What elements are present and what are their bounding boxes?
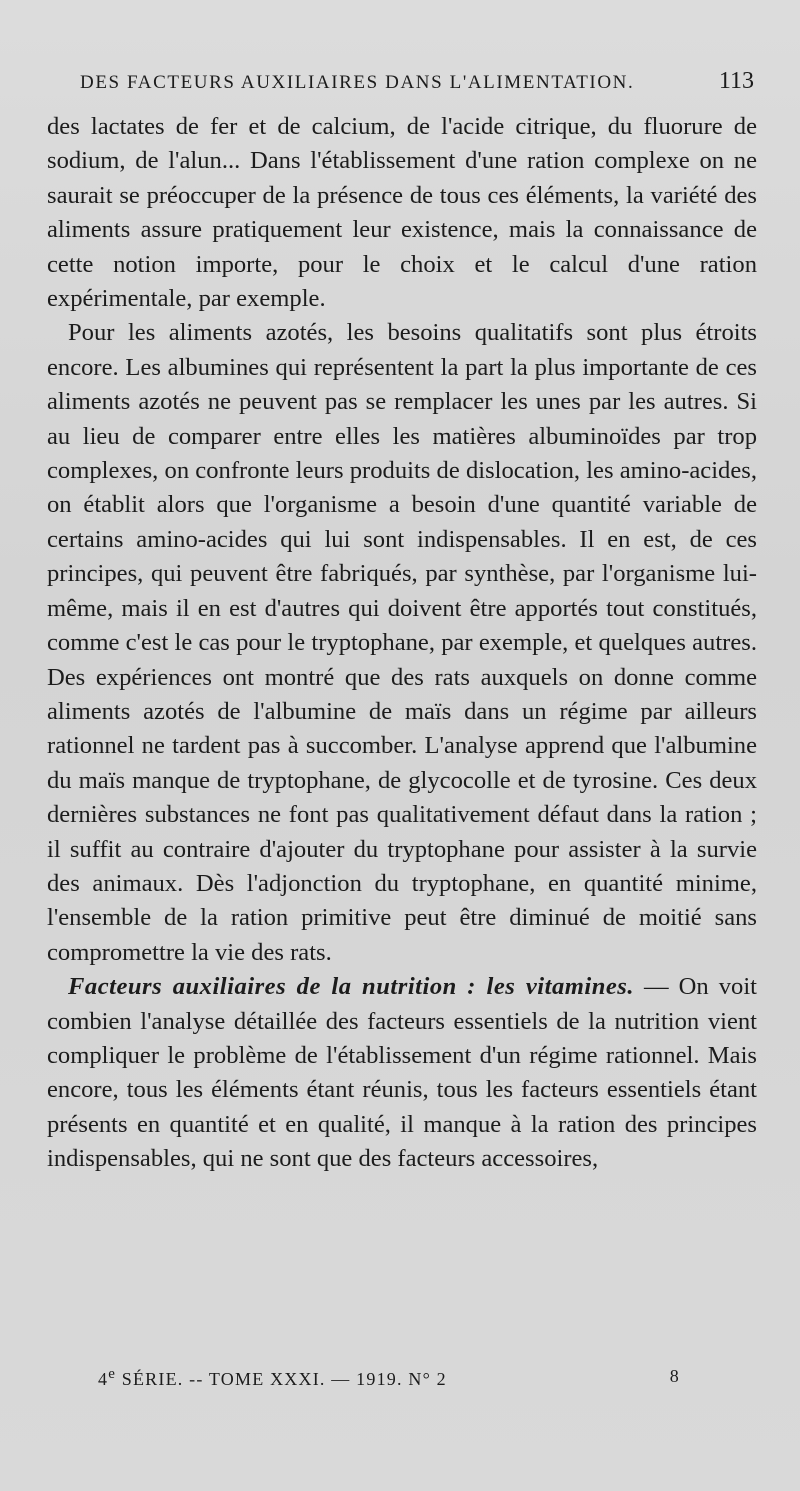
section-heading: Facteurs auxiliaires de la nutrition : les vitamines.: [68, 973, 635, 1001]
series-suffix: e: [108, 1366, 117, 1382]
body-text: [47, 110, 757, 1177]
paragraph-1: des lactates de fer et de calcium, de l'acide citrique, du fluorure de sodium, de l'alun... Dans l'établissement d'une ration complexe on ne saurait se préoccuper de la présence de tous ces éléments, la variété des aliments assure pratiquement leur existence, mais la connaissance de cette notion importe, pour le choix et le calcul d'une ration expérimentale, par exemple.: [47, 113, 757, 313]
page-footer: [98, 1366, 680, 1390]
paragraph-3: — On voit combien l'analyse détaillée des facteurs essentiels de la nutrition vient compliquer le problème de l'établissement d'un régime rationnel. Mais encore, tous les éléments étant réunis, tous les facteurs essentiels étant présents en quantité et en qualité, il manque à la ration des principes indispensables, qui ne sont que des facteurs accessoires,: [47, 973, 757, 1173]
running-head: [80, 68, 754, 104]
signature-mark: 8: [669, 1366, 680, 1386]
series-label: SÉRIE. -- TOME XXXI. — 1919. N° 2: [116, 1369, 447, 1389]
paragraph-3-container: [47, 970, 757, 1176]
page-number: 113: [718, 68, 754, 94]
series-info: [98, 1366, 447, 1390]
paragraph-2: Pour les aliments azotés, les besoins qualitatifs sont plus étroits encore. Les albumines qui représentent la part la plus importante de ces aliments azotés ne peuvent pas se remplacer les unes par les autres. Si au lieu de comparer entre elles les matières albuminoïdes par trop complexes, on confronte leurs produits de dislocation, les amino-acides, on établit alors que l'organisme a besoin d'une quantité variable de certains amino-acides qui lui sont indispensables. Il en est, de ces principes, qui peuvent être fabriqués, par synthèse, par l'organisme lui-même, mais il en est d'autres qui doivent être apportés tout constitués, comme c'est le cas pour le tryptophane, par exemple, et quelques autres. Des expériences ont montré que des rats auxquels on donne comme aliments azotés de l'albumine de maïs dans un régime par ailleurs rationnel ne tardent pas à succomber. L'analyse apprend que l'albumine du maïs manque de tryptophane, de glycocolle et de tyrosine. Ces deux dernières substances ne font pas qualitativement défaut dans la ration ; il suffit au contraire d'ajouter du tryptophane pour assister à la survie des animaux. Dès l'adjonction du tryptophane, en quantité minime, l'ensemble de la ration primitive peut être diminué de moitié sans compromettre la vie des rats.: [47, 319, 757, 966]
running-title: DES FACTEURS AUXILIAIRES DANS L'ALIMENTATION.: [80, 72, 635, 93]
series-number: 4: [98, 1369, 109, 1389]
